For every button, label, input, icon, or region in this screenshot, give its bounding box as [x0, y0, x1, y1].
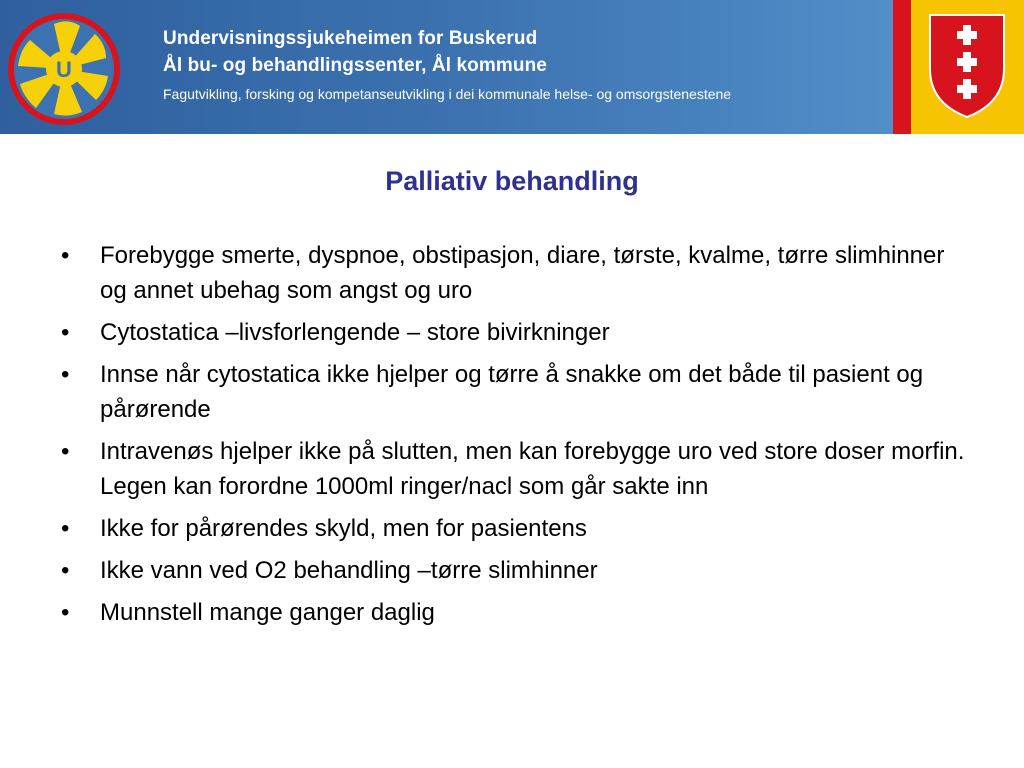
list-item [56, 553, 976, 588]
list-item [56, 595, 976, 630]
organization-subtitle: Ål bu- og behandlingssenter, Ål kommune [163, 55, 547, 76]
svg-text:U: U [56, 57, 72, 82]
organization-tagline: Fagutvikling, forsking og kompetanseutvikling i dei kommunale helse- og omsorgstenestene [163, 86, 732, 102]
bullet-marker: • [61, 361, 70, 388]
list-item-text: Ikke vann ved O2 behandling –tørre slimhinner [100, 557, 598, 584]
slide-title: Palliativ behandling [385, 166, 639, 196]
bullet-marker: • [61, 557, 70, 584]
bullet-marker: • [61, 242, 70, 269]
list-item [56, 434, 976, 504]
list-item-text: Intravenøs hjelper ikke på slutten, men kan forebygge uro ved store doser morfin. Legen kan forordne 1000ml ringer/nacl som går sakte inn [100, 438, 965, 500]
crest-red-bar [893, 0, 911, 134]
bullet-marker: • [61, 319, 70, 346]
bullet-marker: • [61, 438, 70, 465]
list-item [56, 238, 976, 308]
organization-name: Undervisningssjukeheimen for Buskerud [163, 28, 538, 49]
list-item [56, 357, 976, 427]
crest-area [893, 0, 1024, 134]
list-item [56, 511, 976, 546]
list-item-text: Innse når cytostatica ikke hjelper og tørre å snakke om det både til pasient og pårørende [100, 361, 924, 423]
header-banner [0, 0, 1024, 134]
list-item-text: Ikke for pårørendes skyld, men for pasientens [100, 515, 587, 542]
list-item-text: Cytostatica –livsforlengende – store bivirkninger [100, 319, 610, 346]
sun-logo-icon [2, 10, 126, 128]
list-item-text: Forebygge smerte, dyspnoe, obstipasjon, diare, tørste, kvalme, tørre slimhinner og annet ubehag som angst og uro [100, 242, 945, 304]
bullet-marker: • [61, 599, 70, 626]
list-item-text: Munnstell mange ganger daglig [100, 599, 435, 626]
bullet-marker: • [61, 515, 70, 542]
municipal-coat-of-arms-icon [928, 13, 1006, 119]
list-item [56, 315, 976, 350]
bullet-list [56, 238, 976, 637]
